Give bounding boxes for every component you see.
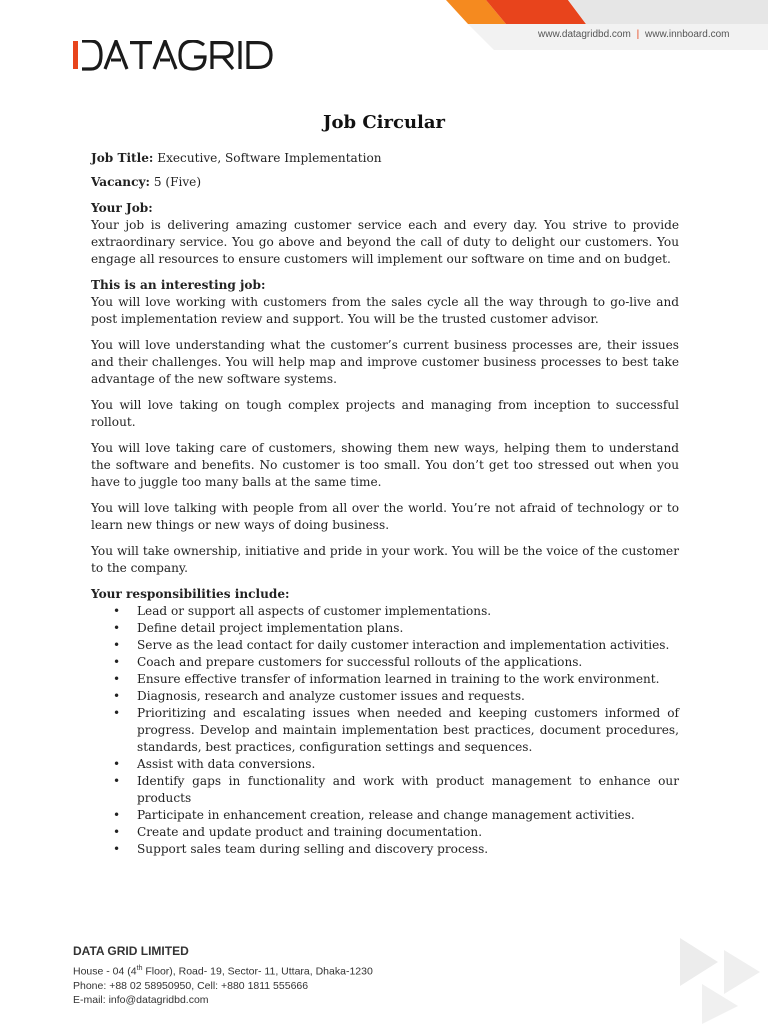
vacancy-value: 5 (Five) [153,175,202,189]
footer-address-sup: th [136,965,143,972]
bullet-icon: • [113,689,121,703]
logo-red-bar [73,41,78,69]
list-item [113,654,679,671]
responsibility-text: Identify gaps in functionality and work with product management to enhance our products [137,774,679,805]
footer-address-part: Floor), Road- 19, Sector- 11, Uttara, Dhaka-1230 [142,965,373,978]
responsibility-text: Support sales team during selling and discovery process. [137,842,489,856]
list-item [113,841,679,858]
bullet-icon: • [113,825,121,839]
company-footer [73,944,373,1007]
responsibility-text: Create and update product and training documentation. [137,825,483,839]
list-item [113,637,679,654]
bullet-icon: • [113,604,121,618]
list-item [113,603,679,620]
list-item [113,671,679,688]
footer-address-part: House - 04 (4 [73,965,137,978]
list-item [113,773,679,807]
bullet-icon: • [113,757,121,771]
document-title: Job Circular [322,112,446,133]
play-arrows-watermark-icon [668,932,768,1024]
footer-company-name: DATA GRID LIMITED [73,944,189,958]
paragraph-go-live: You will love working with customers from the sales cycle all the way through to go-live and post implementation review and support. You will be the trusted customer advisor. [91,295,679,326]
footer-email[interactable]: E-mail: info@datagridbd.com [73,993,209,1006]
list-item [113,620,679,637]
list-item [113,756,679,773]
responsibility-text: Lead or support all aspects of customer implementations. [137,604,492,618]
bullet-icon: • [113,774,121,788]
list-item [113,688,679,705]
website-links [538,29,729,40]
responsibility-text: Ensure effective transfer of information learned in training to the work environment. [137,672,660,686]
bullet-icon: • [113,672,121,686]
vacancy-row [91,174,679,191]
responsibilities-heading: Your responsibilities include: [91,587,290,601]
job-title-row [91,150,679,167]
paragraph-customer-care: You will love taking care of customers, showing them new ways, helping them to understand the software and benefits. No customer is too small. You don’t get too stressed out when you have to juggle too many balls at the same time. [91,441,679,489]
your-job-heading: Your Job: [91,201,153,215]
job-title-label: Job Title: [91,151,154,165]
bullet-icon: • [113,638,121,652]
responsibility-text: Participate in enhancement creation, release and change management activities. [137,808,635,822]
responsibility-text: Define detail project implementation plans. [137,621,404,635]
footer-phone: Phone: +88 02 58950950, Cell: +880 1811 555666 [73,979,309,992]
website-link-datagrid[interactable]: www.datagridbd.com [538,29,631,40]
list-item [113,705,679,756]
paragraph-worldwide: You will love talking with people from all over the world. You’re not afraid of technology or to learn new things or new ways of doing business. [91,501,679,532]
vacancy-label: Vacancy: [91,175,150,189]
datagrid-logo [72,40,284,72]
bullet-icon: • [113,706,121,720]
responsibility-text: Diagnosis, research and analyze customer issues and requests. [137,689,525,703]
paragraph-business-processes: You will love understanding what the customer’s current business processes are, their issues and their challenges. You will help map and improve customer business processes to best take advantage of the new software systems. [91,338,679,386]
link-separator: | [636,29,640,40]
list-item [113,824,679,841]
bullet-icon: • [113,842,121,856]
website-link-innboard[interactable]: www.innboard.com [645,29,730,40]
interesting-job-heading: This is an interesting job: [91,278,266,292]
footer-address [73,962,373,979]
responsibility-text: Prioritizing and escalating issues when needed and keeping customers informed of progress. Develop and maintain implementation best practices, document procedures, standards, best practices, configuration settings and sequences. [137,706,679,754]
list-item [113,807,679,824]
responsibility-text: Serve as the lead contact for daily customer interaction and implementation activities. [137,638,670,652]
bullet-icon: • [113,808,121,822]
header-grey-stripe [568,0,768,24]
your-job-paragraph: Your job is delivering amazing customer service each and every day. You strive to provide extraordinary service. You go above and beyond the call of duty to delight our customers. You engage all resources to ensure customers will implement our software on time and on budget. [91,218,679,266]
responsibility-text: Assist with data conversions. [137,757,316,771]
job-title-value: Executive, Software Implementation [157,151,382,165]
bullet-icon: • [113,655,121,669]
responsibilities-list [91,603,679,858]
bullet-icon: • [113,621,121,635]
paragraph-ownership: You will take ownership, initiative and pride in your work. You will be the voice of the customer to the company. [91,544,679,575]
responsibility-text: Coach and prepare customers for successful rollouts of the applications. [137,655,583,669]
paragraph-complex-projects: You will love taking on tough complex projects and managing from inception to successful rollout. [91,398,679,429]
job-circular-body [91,150,679,858]
